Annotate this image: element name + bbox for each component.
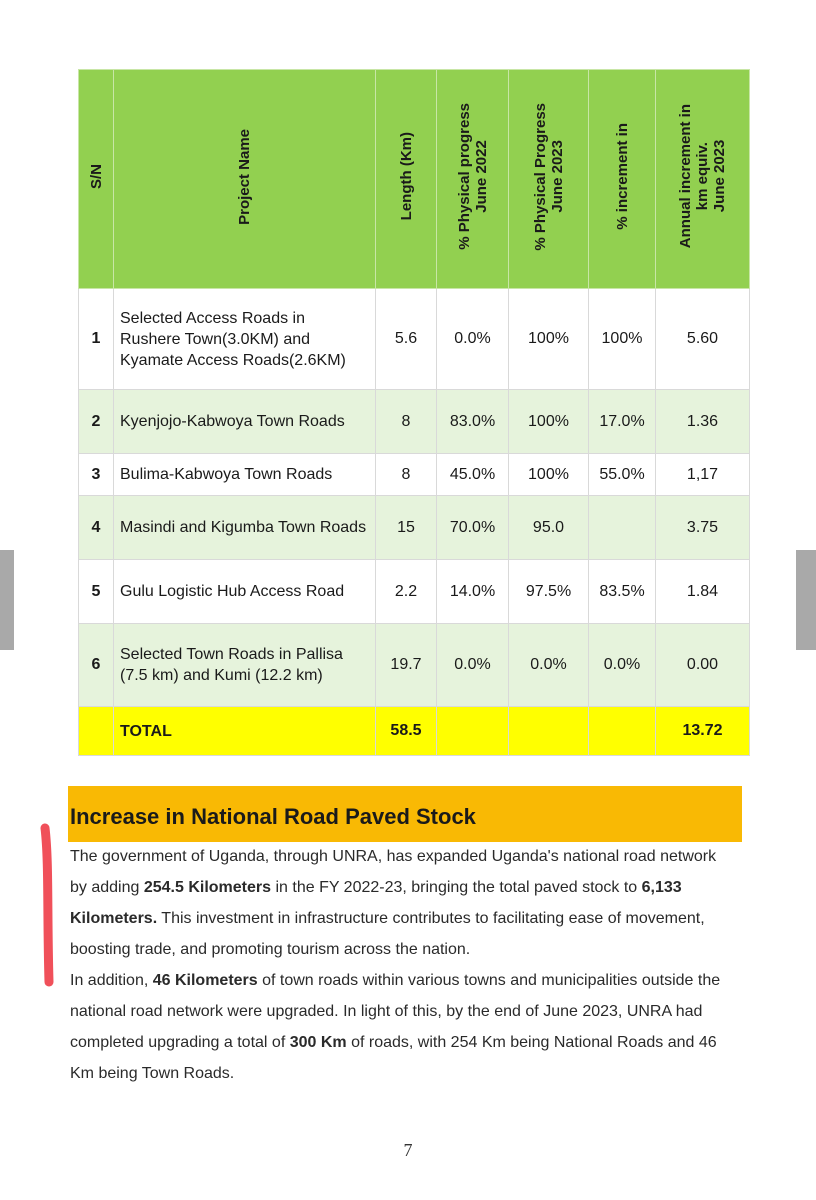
red-highlight-mark (40, 822, 56, 988)
header-length: Length (Km) (376, 70, 437, 289)
page-turn-tab-left[interactable] (0, 550, 14, 650)
header-progress-2023: % Physical Progress June 2023 (509, 70, 589, 289)
page-turn-tab-right[interactable] (796, 550, 816, 650)
header-increment: % increment in (589, 70, 656, 289)
total-length: 58.5 (376, 707, 437, 756)
table-row: 5 Gulu Logistic Hub Access Road 2.2 14.0% 97.5% 83.5% 1.84 (79, 560, 750, 624)
town-roads-table (78, 69, 750, 756)
header-annual-increment: Annual increment in km equiv. June 2023 (656, 70, 750, 289)
total-label: TOTAL (114, 707, 376, 756)
table-header-row (79, 70, 750, 289)
section-title: Increase in National Road Paved Stock (70, 804, 476, 829)
table-row: 4 Masindi and Kigumba Town Roads 15 70.0% 95.0 3.75 (79, 496, 750, 560)
page-number: 7 (403, 1140, 413, 1160)
section-body (70, 841, 730, 1089)
table-total-row (79, 707, 750, 756)
paragraph-town-roads: In addition, 46 Kilometers of town roads within various towns and municipalities outside the national road network were upgraded. In light of this, by the end of June 2023, UNRA had completed upgrading a total of 300 Km of roads, with 254 Km being National Roads and 46 Km being Town Roads. (70, 972, 721, 1082)
table-row: 6 Selected Town Roads in Pallisa (7.5 km) and Kumi (12.2 km) 19.7 0.0% 0.0% 0.0% 0.00 (79, 624, 750, 707)
table-row: 2 Kyenjojo-Kabwoya Town Roads 8 83.0% 100% 17.0% 1.36 (79, 390, 750, 454)
header-progress-2022: % Physical progress June 2022 (437, 70, 509, 289)
table-row: 1 Selected Access Roads in Rushere Town(3.0KM) and Kyamate Access Roads(2.6KM) 5.6 0.0% 100% 100% 5.60 (79, 289, 750, 390)
paragraph-paved-stock: The government of Uganda, through UNRA, has expanded Uganda's national road network by adding 254.5 Kilometers in the FY 2022-23, bringing the total paved stock to 6,133 Kilometers. This investment in infrastructure contributes to facilitating ease of movement, boosting trade, and promoting tourism across the nation. (70, 848, 717, 958)
section-heading-bar (68, 786, 742, 842)
header-sn: S/N (79, 70, 114, 289)
table-row: 3 Bulima-Kabwoya Town Roads 8 45.0% 100% 55.0% 1,17 (79, 454, 750, 496)
total-annual: 13.72 (656, 707, 750, 756)
header-project-name: Project Name (114, 70, 376, 289)
